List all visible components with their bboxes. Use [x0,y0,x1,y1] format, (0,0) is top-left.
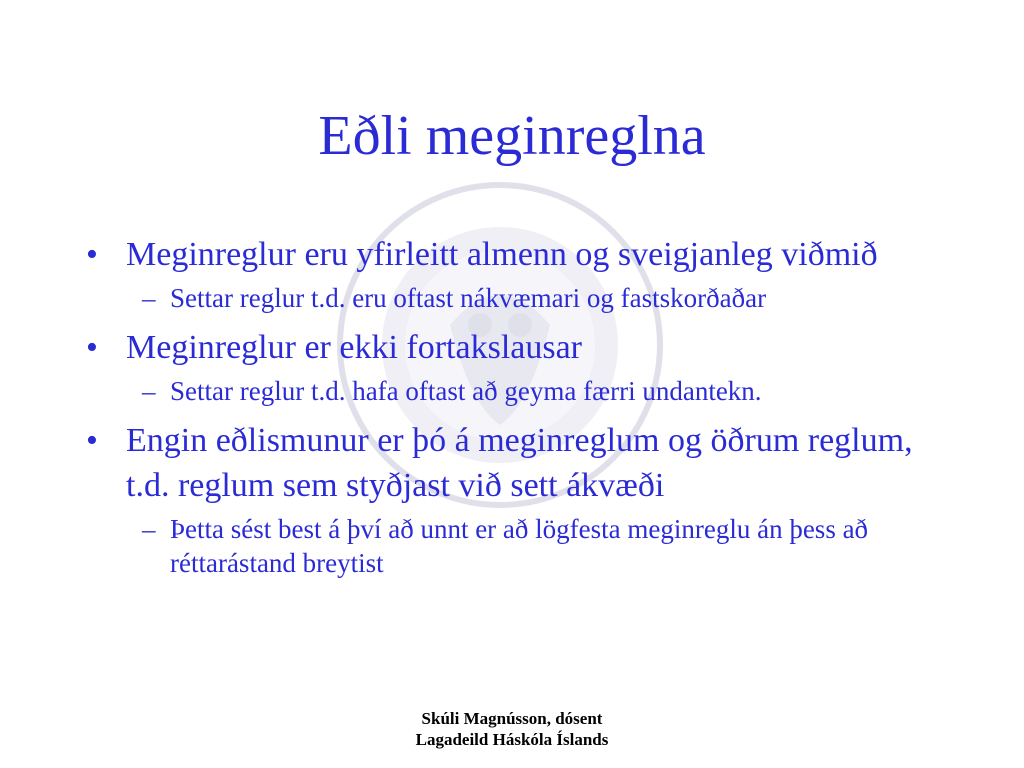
bullet-item [82,325,942,370]
footer-institution: Lagadeild Háskóla Íslands [415,730,609,749]
slide-title: Eðli meginreglna [318,105,706,167]
bullet-text: Meginreglur er ekki fortakslausar [126,329,582,366]
sub-bullet-text: Settar reglur t.d. eru oftast nákvæmari og fastskorðaðar [170,283,767,313]
bullet-marker: • [86,329,98,366]
sub-bullet-item [82,281,942,315]
bullet-text: Meginreglur eru yfirleitt almenn og sveigjanleg viðmið [126,236,878,273]
slide-content [82,232,942,590]
sub-bullet-marker: – [142,514,156,544]
bullet-item [82,418,942,508]
footer-author: Skúli Magnússon, dósent [421,709,603,728]
bullet-marker: • [86,236,98,273]
bullet-item [82,232,942,277]
sub-bullet-item [82,374,942,408]
sub-bullet-marker: – [142,376,156,406]
bullet-text: Engin eðlismunur er þó á meginreglum og öðrum reglum, t.d. reglum sem styðjast við sett ákvæði [126,422,913,504]
sub-bullet-marker: – [142,283,156,313]
sub-bullet-item [82,512,942,580]
slide-footer [312,708,712,750]
sub-bullet-text: Settar reglur t.d. hafa oftast að geyma færri undantekn. [170,376,762,406]
bullet-marker: • [86,422,98,459]
sub-bullet-text: Þetta sést best á því að unnt er að lögfesta meginreglu án þess að réttarástand breytist [170,514,869,578]
